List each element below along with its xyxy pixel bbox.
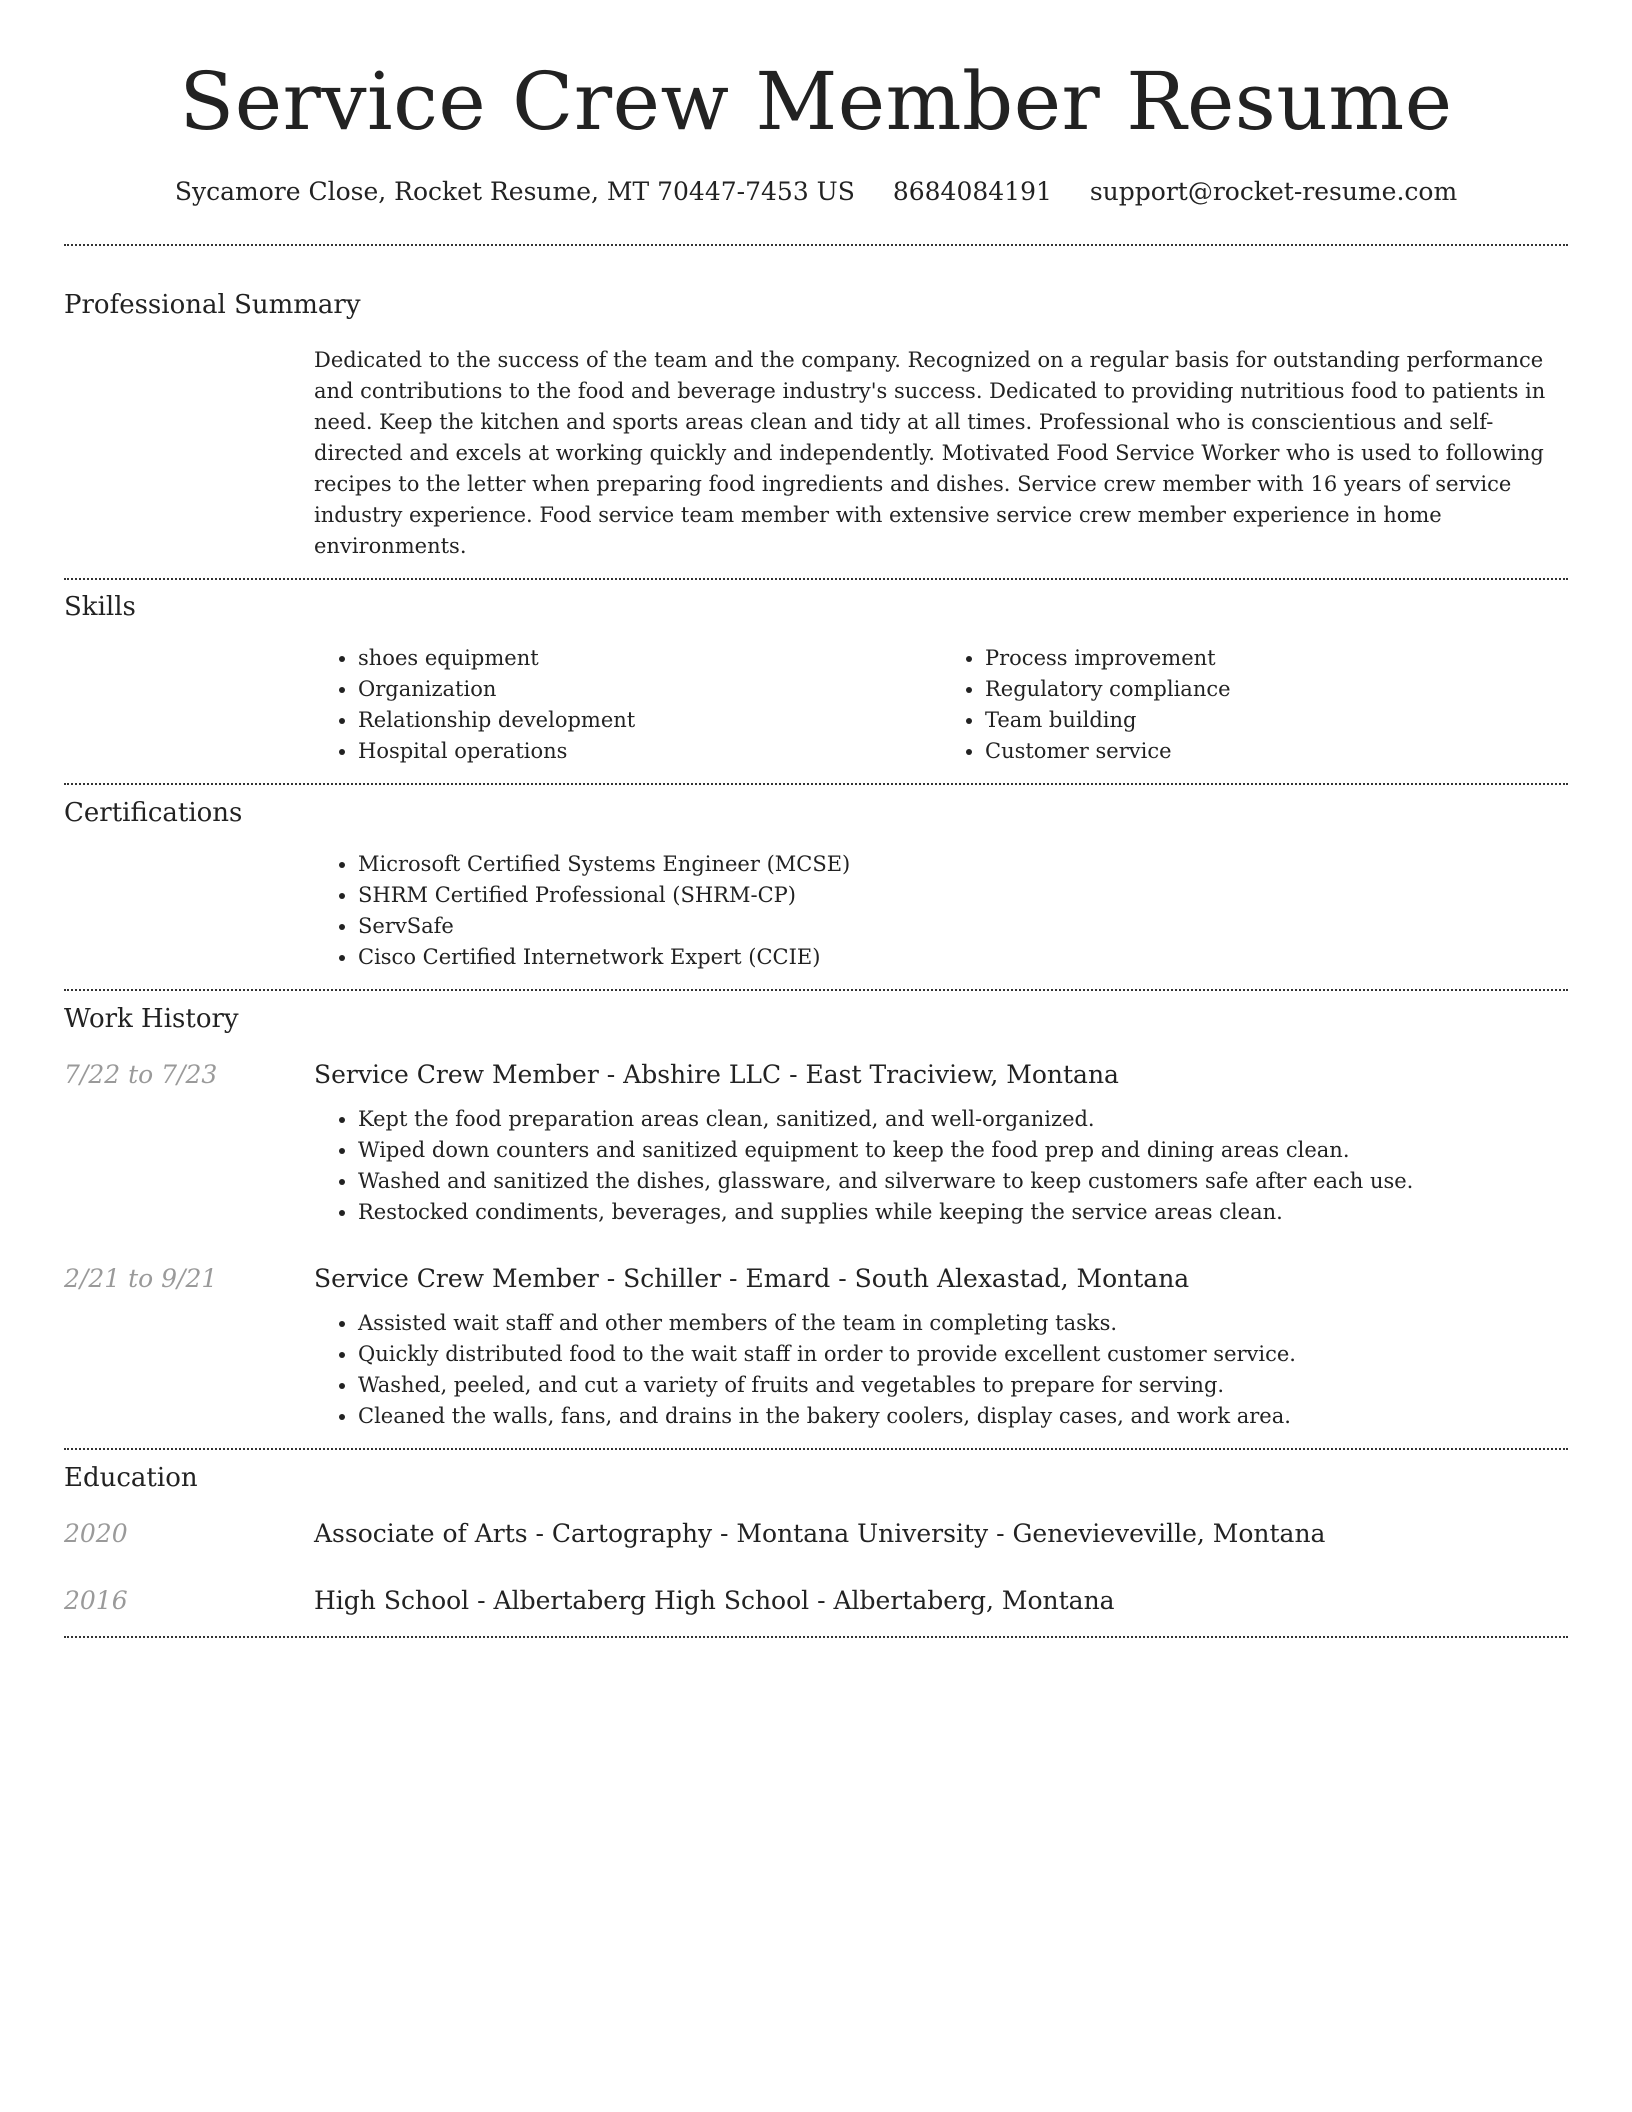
- list-item: • Assisted wait staff and other members of the team in completing tasks.: [358, 1308, 1568, 1339]
- certifications-row: [64, 849, 1568, 973]
- list-item: • ServSafe: [358, 911, 1568, 942]
- job-title: Service Crew Member - Abshire LLC - East Traciview, Montana: [314, 1060, 1119, 1089]
- section-skills: [64, 580, 1568, 783]
- resume-title: Service Crew Member Resume: [179, 55, 1453, 148]
- section-heading: Skills: [64, 592, 136, 622]
- list-item: • Cisco Certified Internetwork Expert (CCIE): [358, 942, 1568, 973]
- section-heading: Work History: [64, 1004, 239, 1034]
- list-item: • Washed, peeled, and cut a variety of fruits and vegetables to prepare for serving.: [358, 1370, 1568, 1401]
- divider: [64, 1636, 1568, 1638]
- list-item: • Hospital operations: [358, 736, 941, 767]
- section-work-history: [64, 991, 1568, 1448]
- section-heading: Certifications: [64, 798, 243, 828]
- job-dates: 7/22 to 7/23: [64, 1060, 218, 1089]
- list-item: • Organization: [358, 674, 941, 705]
- list-item: • Microsoft Certified Systems Engineer (MCSE): [358, 849, 1568, 880]
- list-item: • Regulatory compliance: [985, 674, 1568, 705]
- right-column: [314, 1262, 1568, 1432]
- list-item: • Restocked condiments, beverages, and supplies while keeping the service areas clean.: [358, 1197, 1568, 1228]
- section-education: [64, 1450, 1568, 1636]
- list-item: • Wiped down counters and sanitized equipment to keep the food prep and dining areas clean.: [358, 1135, 1568, 1166]
- section-heading: Professional Summary: [64, 290, 361, 320]
- education-entry: [64, 1584, 1568, 1618]
- section-summary: [64, 246, 1568, 578]
- skills-grid: [314, 643, 1568, 767]
- certifications-list: [314, 849, 1568, 973]
- section-certifications: [64, 785, 1568, 989]
- summary-row: [64, 345, 1568, 562]
- list-item: • Quickly distributed food to the wait staff in order to provide excellent customer service.: [358, 1339, 1568, 1370]
- job-title: Service Crew Member - Schiller - Emard - South Alexastad, Montana: [314, 1264, 1190, 1293]
- contact-phone: 8684084191: [892, 177, 1052, 206]
- skills-list-right: [941, 643, 1568, 767]
- list-item: • Washed and sanitized the dishes, glassware, and silverware to keep customers safe after each use.: [358, 1166, 1568, 1197]
- education-year: 2020: [64, 1519, 128, 1548]
- list-item: • Kept the food preparation areas clean, sanitized, and well-organized.: [358, 1104, 1568, 1135]
- skills-row: [64, 643, 1568, 767]
- education-year: 2016: [64, 1586, 128, 1615]
- job-bullets: [314, 1104, 1568, 1228]
- section-heading: Education: [64, 1463, 198, 1493]
- list-item: • Cleaned the walls, fans, and drains in the bakery coolers, display cases, and work area.: [358, 1401, 1568, 1432]
- list-item: • Process improvement: [985, 643, 1568, 674]
- contact-address: Sycamore Close, Rocket Resume, MT 70447-7453 US: [174, 177, 855, 206]
- contact-email: support@rocket-resume.com: [1089, 177, 1458, 206]
- right-column: [314, 849, 1568, 973]
- right-column: [314, 1058, 1568, 1228]
- job-entry: [64, 1262, 1568, 1432]
- list-item: • Team building: [985, 705, 1568, 736]
- job-dates: 2/21 to 9/21: [64, 1264, 218, 1293]
- job-entry: [64, 1058, 1568, 1228]
- education-entry: [64, 1517, 1568, 1551]
- list-item: • shoes equipment: [358, 643, 941, 674]
- skills-list-left: [314, 643, 941, 767]
- education-title: High School - Albertaberg High School - Albertaberg, Montana: [314, 1586, 1115, 1615]
- list-item: • Customer service: [985, 736, 1568, 767]
- list-item: • Relationship development: [358, 705, 941, 736]
- job-bullets: [314, 1308, 1568, 1432]
- right-column: [314, 345, 1568, 562]
- education-title: Associate of Arts - Cartography - Montana University - Genevieveville, Montana: [314, 1519, 1326, 1548]
- contact-line: [64, 176, 1568, 208]
- summary-text: Dedicated to the success of the team and the company. Recognized on a regular basis for outstanding performance and contributions to the food and beverage industry's success. Dedicated to providing nutritious food to patients in need. Keep the kitchen and sports areas clean and tidy at all times. Professional who is conscientious and self-directed and excels at working quickly and independently. Motivated Food Service Worker who is used to following recipes to the letter when preparing food ingredients and dishes. Service crew member with 16 years of service industry experience. Food service team member with extensive service crew member experience in home environments.: [314, 348, 1546, 558]
- list-item: • SHRM Certified Professional (SHRM-CP): [358, 880, 1568, 911]
